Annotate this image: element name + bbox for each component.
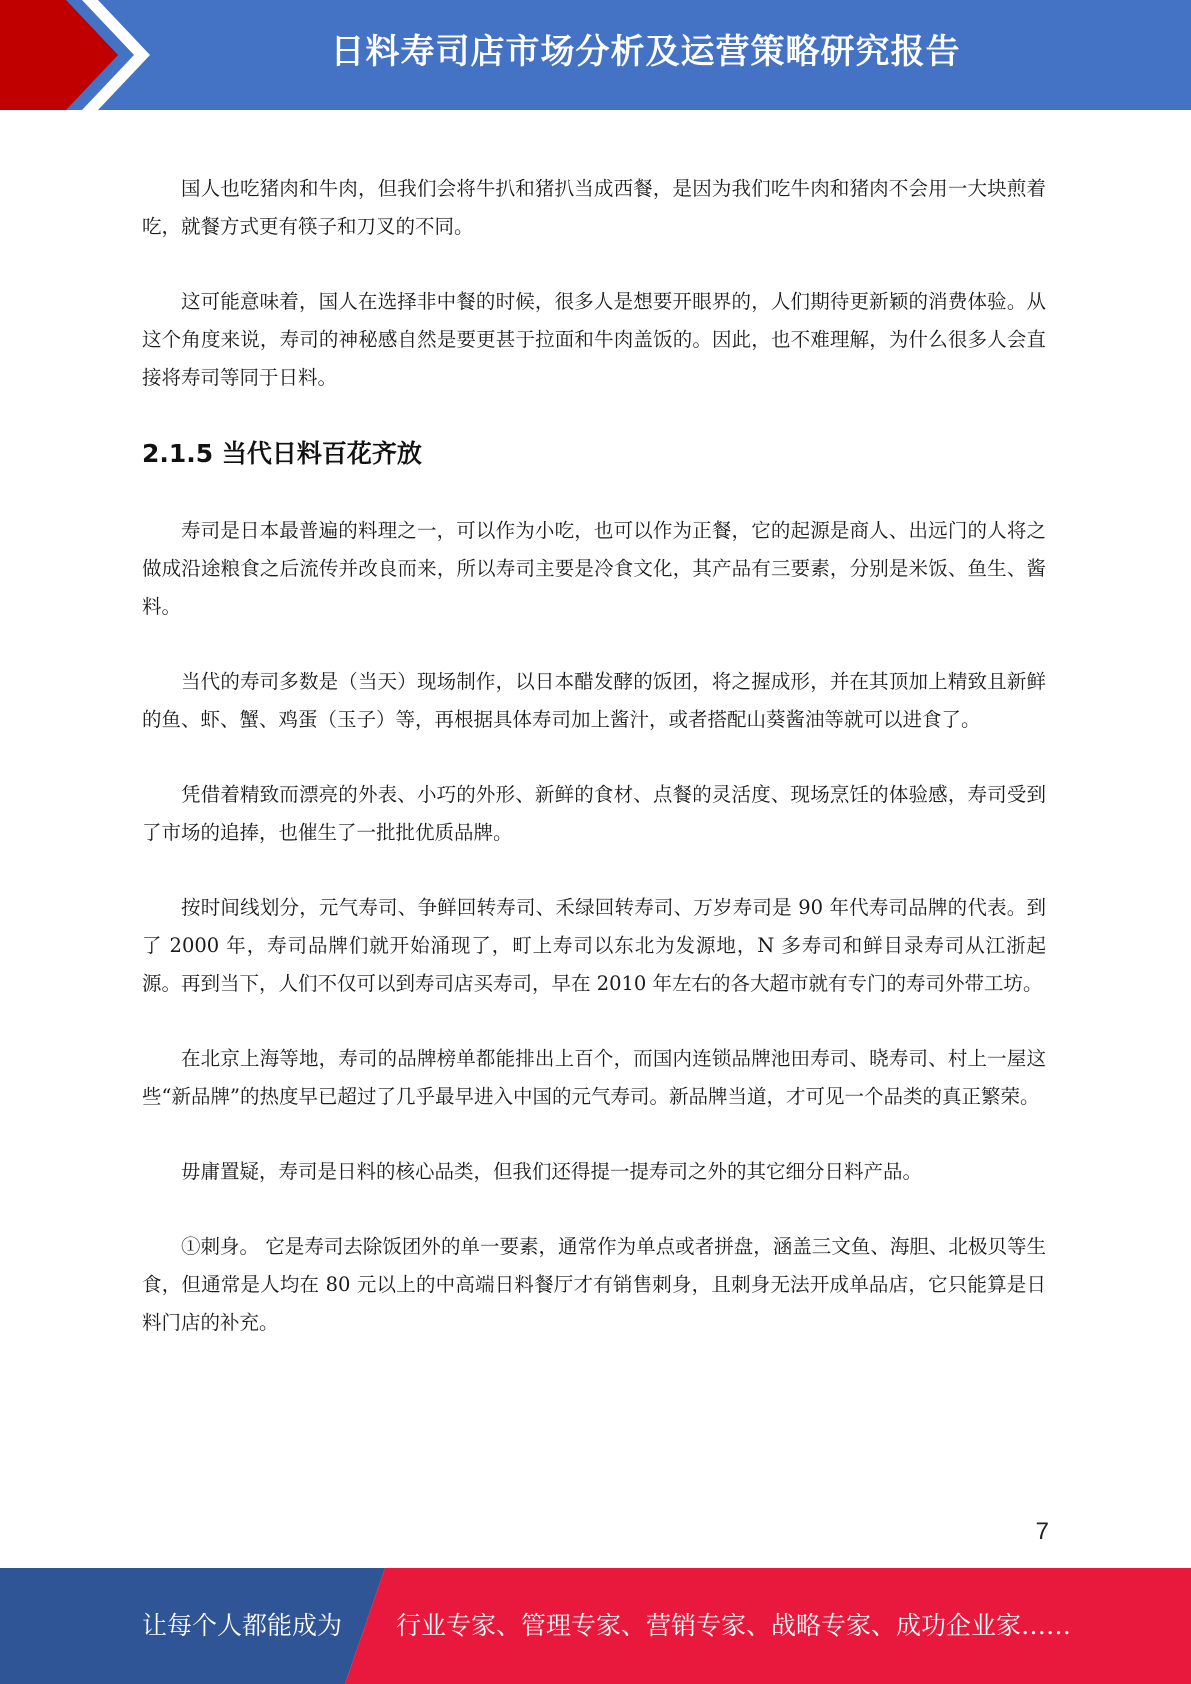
- body-paragraph: 凭借着精致而漂亮的外表、小巧的外形、新鲜的食材、点餐的灵活度、现场烹饪的体验感，寿司受到了市场的追捧，也催生了一批批优质品牌。: [142, 783, 1046, 844]
- header-chevron-icon: [0, 0, 160, 110]
- page-content: [142, 170, 1046, 1379]
- body-paragraph: 在北京上海等地，寿司的品牌榜单都能排出上百个，而国内连锁品牌池田寿司、晓寿司、村上一屋这些“新品牌”的热度早已超过了几乎最早进入中国的元气寿司。新品牌当道，才可见一个品类的真正繁荣。: [142, 1047, 1046, 1108]
- footer-slogan-left: 让每个人都能成为: [142, 1611, 343, 1640]
- body-paragraph: 当代的寿司多数是（当天）现场制作，以日本醋发酵的饭团，将之握成形，并在其顶加上精致且新鲜的鱼、虾、蟹、鸡蛋（玉子）等，再根据具体寿司加上酱汁，或者搭配山葵酱油等就可以进食了。: [142, 670, 1046, 731]
- body-paragraph: 这可能意味着，国人在选择非中餐的时候，很多人是想要开眼界的，人们期待更新颖的消费体验。从这个角度来说，寿司的神秘感自然是要更甚于拉面和牛肉盖饭的。因此，也不难理解，为什么很多人会直接将寿司等同于日料。: [142, 290, 1046, 389]
- page-footer: [0, 1568, 1191, 1684]
- footer-slogan-right: 行业专家、管理专家、营销专家、战略专家、成功企业家……: [396, 1611, 1072, 1640]
- page-number: 7: [1035, 1518, 1049, 1545]
- report-title: 日料寿司店市场分析及运营策略研究报告: [330, 32, 961, 72]
- body-paragraph: ①刺身。 它是寿司去除饭团外的单一要素，通常作为单点或者拼盘，涵盖三文鱼、海胆、北极贝等生食，但通常是人均在 80 元以上的中高端日料餐厅才有销售刺身，且刺身无法开成单品店，它只能算是日料门店的补充。: [142, 1235, 1046, 1334]
- page-header: [0, 0, 1191, 110]
- body-paragraph: 国人也吃猪肉和牛肉，但我们会将牛扒和猪扒当成西餐，是因为我们吃牛肉和猪肉不会用一大块煎着吃，就餐方式更有筷子和刀叉的不同。: [142, 177, 1046, 238]
- section-heading: 2.1.5 当代日料百花齐放: [142, 439, 422, 468]
- body-paragraph: 寿司是日本最普遍的料理之一，可以作为小吃，也可以作为正餐，它的起源是商人、出远门的人将之做成沿途粮食之后流传并改良而来，所以寿司主要是冷食文化，其产品有三要素，分别是米饭、鱼生、酱料。: [142, 519, 1046, 618]
- body-paragraph: 按时间线划分，元气寿司、争鲜回转寿司、禾绿回转寿司、万岁寿司是 90 年代寿司品牌的代表。到了 2000 年，寿司品牌们就开始涌现了，町上寿司以东北为发源地，N 多寿司和鲜目录寿司从江浙起源。再到当下，人们不仅可以到寿司店买寿司，早在 2010 年左右的各大超市就有专门的寿司外带工坊。: [142, 896, 1046, 995]
- body-paragraph: 毋庸置疑，寿司是日料的核心品类，但我们还得提一提寿司之外的其它细分日料产品。: [181, 1160, 923, 1183]
